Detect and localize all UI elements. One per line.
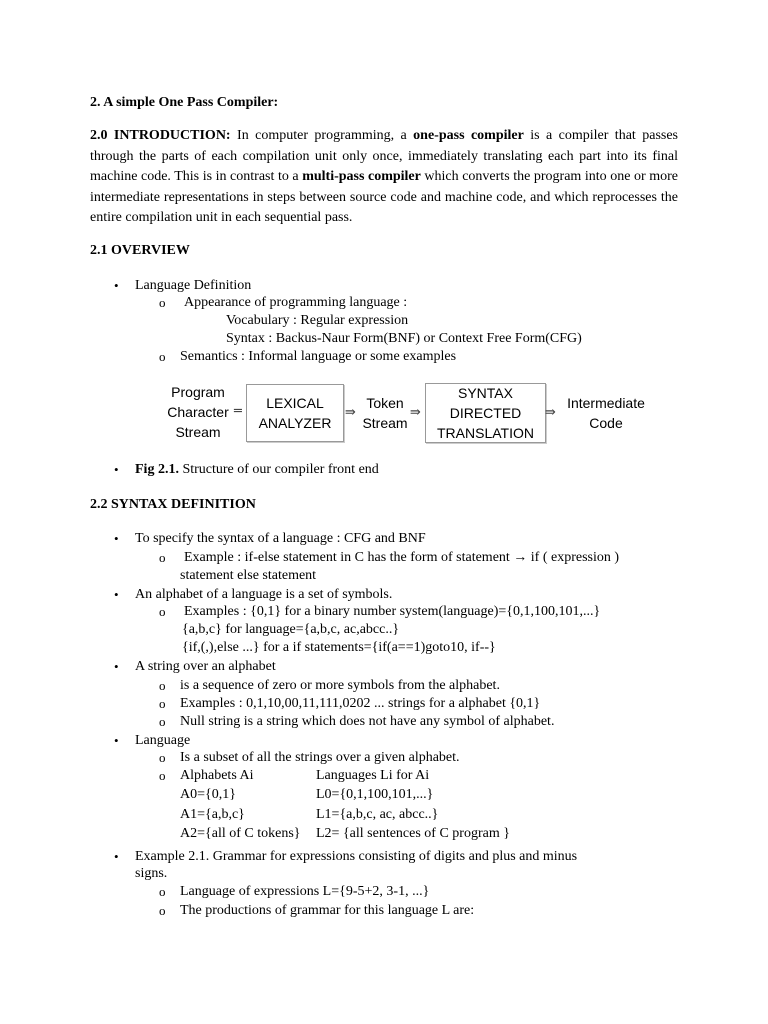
intro-heading: 2.0 INTRODUCTION: (90, 128, 231, 143)
section-title: 2. A simple One Pass Compiler: (90, 95, 279, 110)
program-character-stream-label (162, 382, 234, 442)
list-item: A string over an alphabet (135, 659, 276, 674)
figure-caption-text: Structure of our compiler front end (178, 462, 379, 477)
list-item: {a,b,c} for language={a,b,c, ac,abcc..} (182, 622, 400, 637)
arrow-right-icon: ⇛ (345, 405, 356, 420)
list-item: An alphabet of a language is a set of symbols. (135, 587, 393, 602)
list-item: Language (135, 733, 191, 748)
bullet-icon: • (114, 733, 119, 748)
double-line-icon: ═ (234, 404, 242, 419)
sub-bullet-icon: o (159, 696, 166, 711)
semantics-item: Semantics : Informal language or some examples (180, 349, 457, 364)
multi-pass-term: multi-pass compiler (302, 169, 421, 184)
alphabet-a2: A2={all of C tokens} (180, 826, 301, 841)
figure-caption (135, 461, 379, 479)
list-item: statement else statement (180, 568, 317, 583)
sub-bullet-icon: o (159, 750, 166, 765)
intro-text-3: which converts the program into one or more intermediate representations in steps between source code and machine code, and which reprocesses the entire compilation unit in each sequential pass. (90, 169, 678, 225)
list-item: Examples : {0,1} for a binary number system(language)={0,1,100,101,...} (184, 604, 601, 619)
box-line: SYNTAX (458, 385, 513, 401)
appearance-item: Appearance of programming language : (184, 295, 408, 310)
language-l2: L2= {all sentences of C program } (316, 826, 510, 841)
syntax-item: Syntax : Backus-Naur Form(BNF) or Context Free Form(CFG) (226, 331, 582, 346)
label-line: Token (366, 395, 404, 411)
label-line: Stream (362, 415, 408, 431)
bullet-icon: • (114, 849, 119, 864)
alphabet-a1: A1={a,b,c} (180, 807, 245, 822)
sub-bullet-icon: o (159, 604, 166, 619)
list-item: Null string is a string which does not have any symbol of alphabet. (180, 714, 555, 729)
box-line: TRANSLATION (437, 425, 534, 441)
list-item: Examples : 0,1,10,00,11,111,0202 ... strings for a alphabet {0,1} (180, 696, 541, 711)
alphabet-a0: A0={0,1} (180, 787, 236, 802)
intermediate-code-label (564, 393, 648, 433)
token-stream-label (362, 393, 408, 433)
label-line: Intermediate (567, 395, 645, 411)
bullet-icon: • (114, 531, 119, 546)
syntax-directed-translation-box (425, 383, 546, 443)
languages-header: Languages Li for Ai (316, 768, 430, 783)
bullet-icon: • (114, 659, 119, 674)
alphabets-header: Alphabets Ai (180, 768, 254, 783)
list-item: Language of expressions L={9-5+2, 3-1, ...} (180, 884, 430, 899)
list-item: To specify the syntax of a language : CFG and BNF (135, 531, 426, 546)
sub-bullet-icon: o (159, 768, 166, 783)
lexical-analyzer-box (246, 384, 344, 442)
bullet-icon: • (114, 278, 119, 293)
list-item: signs. (135, 866, 168, 881)
bullet-icon: • (114, 462, 119, 477)
list-item: Example 2.1. Grammar for expressions consisting of digits and plus and minus (135, 849, 578, 864)
bullet-icon: • (114, 587, 119, 602)
box-line: ANALYZER (258, 415, 332, 431)
syntax-definition-heading: 2.2 SYNTAX DEFINITION (90, 497, 256, 512)
sub-bullet-icon: o (159, 884, 166, 899)
language-definition: Language Definition (135, 278, 252, 293)
sub-bullet-icon: o (159, 550, 166, 565)
figure-label: Fig 2.1. (135, 462, 179, 477)
list-item: Is a subset of all the strings over a given alphabet. (180, 750, 460, 765)
sub-bullet-icon: o (159, 349, 166, 364)
list-item: {if,(,),else ...} for a if statements={if(a==1)goto10, if--} (182, 640, 496, 655)
sub-bullet-icon: o (159, 903, 166, 918)
sub-bullet-icon: o (159, 678, 166, 693)
label-line: Character (167, 404, 229, 420)
box-line: LEXICAL (266, 395, 324, 411)
label-line: Stream (175, 424, 221, 440)
box-line: DIRECTED (449, 405, 522, 421)
intro-paragraph (90, 126, 678, 229)
one-pass-term: one-pass compiler (413, 128, 524, 143)
label-line: Code (589, 415, 623, 431)
list-item: Example : if-else statement in C has the form of statement → if ( expression ) (184, 550, 620, 565)
intro-text-1: In computer programming, a (230, 128, 414, 143)
language-l1: L1={a,b,c, ac, abcc..} (316, 807, 439, 822)
list-item: is a sequence of zero or more symbols from the alphabet. (180, 678, 500, 693)
list-item: The productions of grammar for this language L are: (180, 903, 475, 918)
intro-text-2: is a compiler that passes through the parts of each compilation unit only once, immediately translating each part into its final machine code. This is in contrast to a (90, 128, 678, 184)
arrow-right-icon: ⇛ (545, 405, 556, 420)
sub-bullet-icon: o (159, 295, 166, 310)
language-l0: L0={0,1,100,101,...} (316, 787, 434, 802)
sub-bullet-icon: o (159, 714, 166, 729)
overview-heading: 2.1 OVERVIEW (90, 243, 190, 258)
vocabulary-item: Vocabulary : Regular expression (226, 313, 409, 328)
label-line: Program (171, 384, 225, 400)
arrow-right-icon: ⇛ (410, 405, 421, 420)
